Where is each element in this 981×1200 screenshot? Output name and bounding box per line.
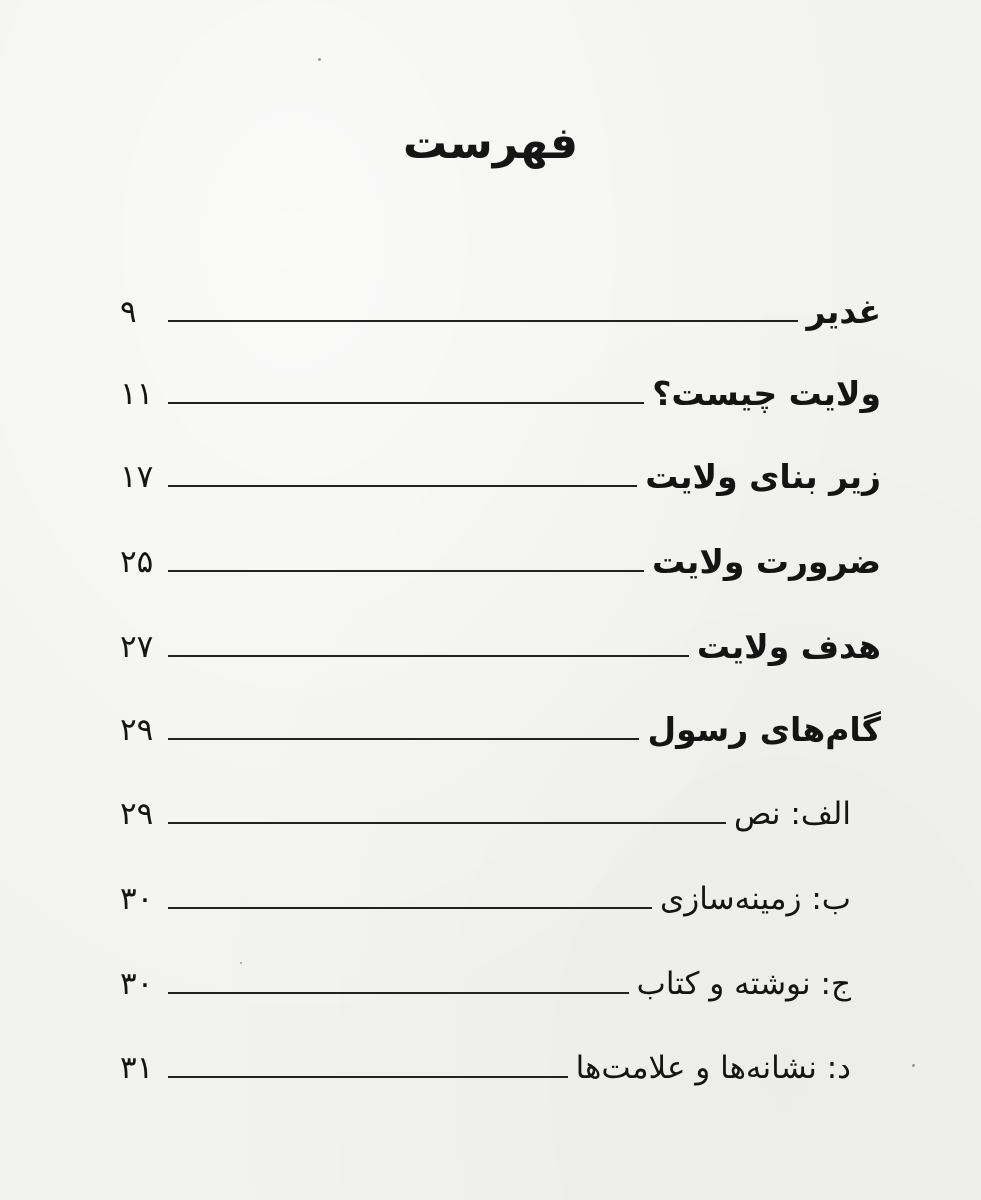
- dotted-leader: [168, 320, 798, 322]
- toc-entry[interactable]: [120, 433, 881, 496]
- toc-entry[interactable]: [120, 350, 881, 413]
- toc-entry-title: ضرورت ولایت: [652, 542, 881, 581]
- toc-entry-title: زیر بنای ولایت: [645, 457, 881, 496]
- toc-entry-title: ب: زمینه‌سازی: [659, 881, 851, 917]
- toc-subentry[interactable]: [120, 1024, 881, 1084]
- toc-entry-title: هدف ولایت: [696, 627, 881, 666]
- toc-entry-page-number: ۱۱: [120, 376, 154, 412]
- dotted-leader: [168, 655, 689, 657]
- toc-entry-page-number: ۳۰: [120, 881, 154, 917]
- dotted-leader: [168, 822, 726, 824]
- toc-entry[interactable]: [120, 686, 881, 749]
- toc-entry-page-number: ۱۷: [120, 459, 154, 495]
- toc-entry-title: گام‌های رسول: [647, 710, 881, 749]
- toc-entry-page-number: ۹: [120, 294, 137, 330]
- dotted-leader: [168, 570, 644, 572]
- toc-entry-page-number: ۲۹: [120, 796, 154, 832]
- toc-subentry[interactable]: [120, 940, 881, 1000]
- toc-entry-title: د: نشانه‌ها و علامت‌ها: [575, 1050, 851, 1086]
- dotted-leader: [168, 992, 629, 994]
- toc-entry-title: الف: نص: [733, 796, 851, 832]
- dotted-leader: [168, 738, 639, 740]
- toc-entry-page-number: ۳۱: [120, 1050, 154, 1086]
- toc-entry-title: ج: نوشته و کتاب: [636, 966, 851, 1002]
- dotted-leader: [168, 1076, 568, 1078]
- dotted-leader: [168, 402, 644, 404]
- toc-subentry[interactable]: [120, 770, 881, 830]
- toc-entry[interactable]: [120, 518, 881, 581]
- dotted-leader: [168, 485, 637, 487]
- toc-entry-page-number: ۲۵: [120, 544, 154, 580]
- toc-entry-title: ولایت چیست؟: [652, 374, 881, 413]
- toc-entry-page-number: ۳۰: [120, 966, 154, 1002]
- toc-entry[interactable]: [120, 268, 881, 331]
- toc-subentry[interactable]: [120, 855, 881, 915]
- toc-entry-title: غدیر: [806, 292, 881, 331]
- toc-entry[interactable]: [120, 603, 881, 666]
- dotted-leader: [168, 907, 652, 909]
- toc-entry-page-number: ۲۷: [120, 629, 154, 665]
- toc-entry-page-number: ۲۹: [120, 712, 154, 748]
- page-title: فهرست: [402, 118, 579, 169]
